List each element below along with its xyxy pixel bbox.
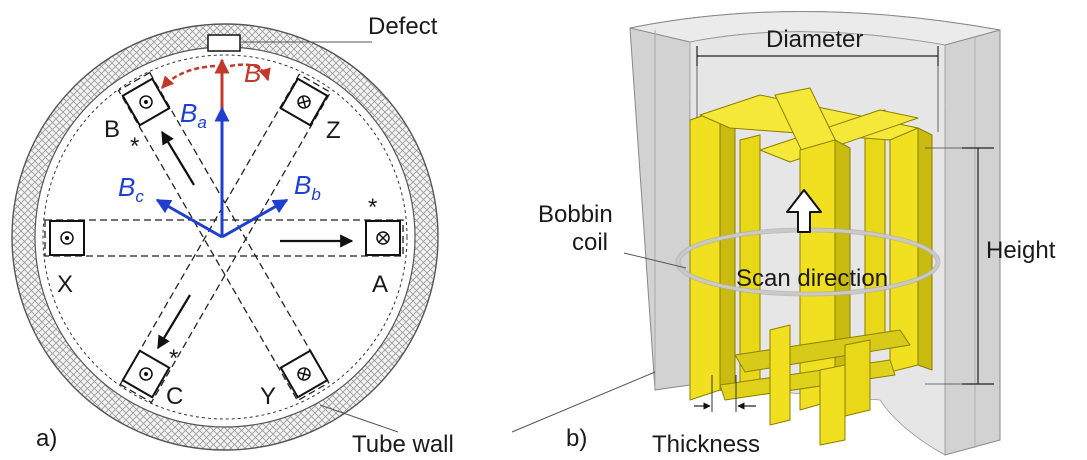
height-label: Height: [986, 237, 1056, 264]
coil-label-B: B: [104, 116, 121, 143]
bobbin-label-line1: Bobbin: [538, 201, 613, 228]
panel-a-tag: a): [36, 425, 58, 452]
field-Ba-label: Ba: [180, 98, 207, 132]
coil-end-A: [366, 221, 400, 255]
scan-direction-label: Scan direction: [736, 265, 889, 292]
coil-lower-post-1: [770, 325, 790, 425]
bobbin-label-line2: coil: [572, 229, 609, 256]
field-Bc-label: Bc: [118, 172, 144, 206]
defect-marker: [208, 35, 240, 51]
field-B-label: B: [244, 58, 262, 88]
coil-label-Z: Z: [326, 117, 341, 144]
coil-back-post-2: [865, 110, 885, 350]
defect-label: Defect: [368, 13, 438, 40]
panel-b-tag: b): [566, 425, 588, 452]
panel-a: [12, 13, 454, 458]
star-B: *: [130, 133, 140, 160]
coil-lower-post-2: [845, 340, 870, 416]
coil-left-post: [690, 110, 720, 400]
coil-back-post-1: [740, 135, 760, 385]
thickness-label: Thickness: [652, 431, 761, 458]
tube-wall-leader-b: [512, 372, 655, 432]
coil-end-X: [50, 221, 84, 255]
coil-label-C: C: [166, 383, 184, 410]
coil-label-X: X: [57, 271, 74, 298]
panel-b: [512, 11, 1056, 458]
coil-label-Y: Y: [260, 383, 277, 410]
coil-left-post-side: [720, 110, 735, 395]
coil-lower-post-3: [820, 365, 845, 445]
tube-wall-label: Tube wall: [352, 431, 454, 458]
star-A: *: [368, 194, 378, 221]
star-C: *: [169, 345, 179, 372]
coil-label-A: A: [372, 271, 389, 298]
field-Bb-label: Bb: [294, 170, 321, 204]
diameter-label: Diameter: [766, 26, 864, 53]
